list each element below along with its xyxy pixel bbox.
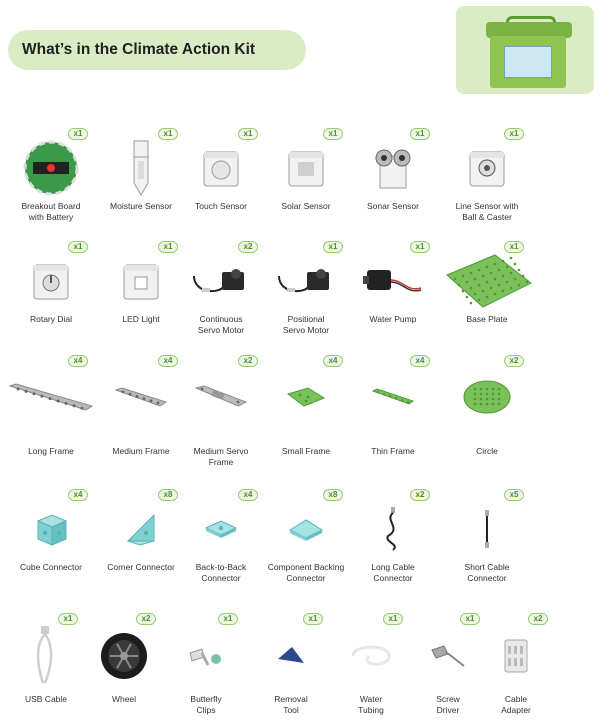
component-label-line: Medium Servo bbox=[193, 446, 249, 456]
short-cable-icon bbox=[481, 509, 493, 554]
component-label-line: Thin Frame bbox=[371, 446, 415, 456]
removal-tool-icon bbox=[276, 645, 306, 672]
quantity-badge: x1 bbox=[158, 128, 178, 140]
cube-connector-icon bbox=[34, 511, 68, 552]
component-label-line: USB Cable bbox=[24, 694, 68, 704]
quantity-badge: x4 bbox=[238, 489, 258, 501]
component-label-line: Connector bbox=[201, 573, 241, 583]
component-label bbox=[444, 446, 530, 457]
touch-sensor-icon bbox=[201, 148, 241, 193]
quantity-badge: x1 bbox=[68, 128, 88, 140]
component-item bbox=[178, 486, 264, 586]
component-label bbox=[168, 694, 244, 716]
component-label-line: Moisture Sensor bbox=[110, 201, 172, 211]
component-item bbox=[444, 125, 530, 225]
quantity-badge: x1 bbox=[58, 613, 78, 625]
quantity-badge: x2 bbox=[238, 241, 258, 253]
component-label bbox=[98, 446, 184, 457]
medium-servo-frame-icon bbox=[194, 384, 248, 415]
component-label-line: Connector bbox=[286, 573, 326, 583]
component-item bbox=[410, 610, 486, 715]
quantity-badge: x2 bbox=[238, 355, 258, 367]
component-label bbox=[8, 694, 84, 705]
quantity-badge: x4 bbox=[158, 355, 178, 367]
component-label-line: Frame bbox=[208, 457, 234, 467]
component-item bbox=[8, 486, 94, 586]
component-label bbox=[350, 314, 436, 325]
component-item bbox=[263, 238, 349, 338]
component-item bbox=[178, 125, 264, 225]
component-label bbox=[86, 694, 162, 705]
screwdriver-icon bbox=[430, 644, 466, 673]
component-label-line: Butterfly bbox=[190, 694, 222, 704]
component-label bbox=[444, 314, 530, 325]
component-label-line: Screw bbox=[436, 694, 460, 704]
component-label-line: Cube Connector bbox=[20, 562, 82, 572]
component-label-line: Servo Motor bbox=[197, 325, 245, 335]
component-item bbox=[444, 238, 530, 338]
component-label bbox=[178, 201, 264, 212]
component-label bbox=[478, 694, 554, 716]
component-label-line: Base Plate bbox=[466, 314, 508, 324]
quantity-badge: x4 bbox=[323, 355, 343, 367]
small-frame-icon bbox=[286, 386, 326, 413]
component-item bbox=[253, 610, 329, 715]
component-label bbox=[410, 694, 486, 716]
component-item bbox=[333, 610, 409, 715]
quantity-badge: x1 bbox=[238, 128, 258, 140]
component-label bbox=[350, 446, 436, 457]
quantity-badge: x4 bbox=[68, 489, 88, 501]
component-label-line: Servo Motor bbox=[282, 325, 330, 335]
component-item bbox=[8, 238, 94, 338]
quantity-badge: x8 bbox=[158, 489, 178, 501]
component-label-line: Water bbox=[359, 694, 383, 704]
component-label bbox=[178, 314, 264, 336]
component-label bbox=[8, 446, 94, 457]
quantity-badge: x1 bbox=[323, 128, 343, 140]
kit-box-image bbox=[456, 6, 594, 94]
component-label-line: Touch Sensor bbox=[195, 201, 247, 211]
component-backing-connector-icon bbox=[288, 516, 324, 547]
component-label bbox=[444, 562, 530, 584]
solar-sensor-icon bbox=[286, 148, 326, 193]
moisture-sensor-icon bbox=[126, 139, 156, 202]
component-item bbox=[98, 352, 184, 456]
component-item bbox=[98, 238, 184, 338]
component-label-line: with Battery bbox=[28, 212, 74, 222]
component-label-line: Corner Connector bbox=[107, 562, 175, 572]
quantity-badge: x2 bbox=[410, 489, 430, 501]
quantity-badge: x1 bbox=[504, 241, 524, 253]
component-item bbox=[178, 238, 264, 338]
component-label bbox=[178, 562, 264, 584]
component-item bbox=[444, 352, 530, 456]
led-light-icon bbox=[121, 261, 161, 306]
component-item bbox=[178, 352, 264, 467]
component-item bbox=[263, 352, 349, 456]
component-label-line: Tubing bbox=[358, 705, 384, 715]
component-item bbox=[8, 125, 94, 225]
component-item bbox=[8, 352, 94, 456]
component-label bbox=[178, 446, 264, 468]
component-item bbox=[8, 610, 84, 710]
component-label-line: Cable bbox=[504, 694, 528, 704]
component-label bbox=[350, 562, 436, 584]
quantity-badge: x1 bbox=[303, 613, 323, 625]
component-label bbox=[8, 314, 94, 325]
continuous-servo-icon bbox=[190, 264, 252, 303]
component-item bbox=[168, 610, 244, 715]
component-item bbox=[98, 125, 184, 225]
quantity-badge: x1 bbox=[383, 613, 403, 625]
component-label bbox=[263, 201, 349, 212]
kit-title: What’s in the Climate Action Kit bbox=[8, 30, 306, 70]
component-label-line: Connector bbox=[467, 573, 507, 583]
component-label-line: Long Frame bbox=[28, 446, 74, 456]
component-item bbox=[350, 238, 436, 338]
component-label-line: Component Backing bbox=[267, 562, 345, 572]
quantity-badge: x2 bbox=[136, 613, 156, 625]
sonar-sensor-icon bbox=[372, 146, 414, 195]
component-label-line: Sonar Sensor bbox=[367, 201, 419, 211]
long-cable-icon bbox=[382, 506, 404, 557]
usb-cable-icon bbox=[33, 625, 59, 692]
cable-adapter-icon bbox=[503, 638, 529, 679]
component-item bbox=[263, 125, 349, 225]
component-label-line: Connector bbox=[373, 573, 413, 583]
component-item bbox=[444, 486, 530, 586]
wheel-icon bbox=[99, 631, 149, 686]
component-label-line: Positional bbox=[287, 314, 325, 324]
component-label bbox=[8, 562, 94, 573]
medium-frame-icon bbox=[114, 386, 168, 413]
component-label-line: Breakout Board bbox=[21, 201, 81, 211]
component-label-line: Continuous bbox=[199, 314, 243, 324]
component-item bbox=[98, 486, 184, 586]
positional-servo-icon bbox=[275, 264, 337, 303]
component-label bbox=[263, 314, 349, 336]
quantity-badge: x1 bbox=[323, 241, 343, 253]
component-item bbox=[350, 352, 436, 456]
back-to-back-connector-icon bbox=[204, 518, 238, 545]
quantity-badge: x2 bbox=[504, 355, 524, 367]
component-label-line: Short Cable bbox=[464, 562, 510, 572]
water-pump-icon bbox=[363, 264, 423, 303]
quantity-badge: x1 bbox=[410, 128, 430, 140]
component-item bbox=[350, 125, 436, 225]
component-label bbox=[98, 562, 184, 573]
corner-connector-icon bbox=[124, 511, 158, 552]
quantity-badge: x1 bbox=[410, 241, 430, 253]
quantity-badge: x1 bbox=[218, 613, 238, 625]
quantity-badge: x8 bbox=[323, 489, 343, 501]
quantity-badge: x1 bbox=[504, 128, 524, 140]
component-label-line: Clips bbox=[196, 705, 216, 715]
butterfly-clips-icon bbox=[186, 643, 226, 674]
component-label-line: Wheel bbox=[111, 694, 137, 704]
component-item bbox=[263, 486, 349, 586]
component-label-line: Adapter bbox=[501, 705, 531, 715]
component-label bbox=[263, 562, 349, 584]
component-label-line: Removal bbox=[274, 694, 308, 704]
quantity-badge: x4 bbox=[410, 355, 430, 367]
circle-plate-icon bbox=[462, 379, 512, 420]
component-item bbox=[478, 610, 554, 715]
component-item bbox=[86, 610, 162, 710]
component-label-line: Water Pump bbox=[369, 314, 417, 324]
component-label-line: Solar Sensor bbox=[281, 201, 331, 211]
component-label-line: LED Light bbox=[122, 314, 160, 324]
component-label bbox=[98, 201, 184, 212]
breakout-board-icon bbox=[23, 140, 79, 201]
component-label-line: Medium Frame bbox=[112, 446, 170, 456]
component-label bbox=[263, 446, 349, 457]
thin-frame-icon bbox=[371, 387, 415, 412]
component-label bbox=[333, 694, 409, 716]
component-item bbox=[350, 486, 436, 586]
quantity-badge: x1 bbox=[68, 241, 88, 253]
quantity-badge: x1 bbox=[158, 241, 178, 253]
component-label-line: Small Frame bbox=[281, 446, 331, 456]
component-label-line: Tool bbox=[283, 705, 299, 715]
component-label bbox=[253, 694, 329, 716]
water-tubing-icon bbox=[349, 642, 393, 675]
base-plate-icon bbox=[441, 253, 533, 314]
quantity-badge: x1 bbox=[460, 613, 480, 625]
component-label-line: Line Sensor with bbox=[455, 201, 519, 211]
component-label-line: Ball & Caster bbox=[462, 212, 512, 222]
quantity-badge: x4 bbox=[68, 355, 88, 367]
component-label-line: Rotary Dial bbox=[29, 314, 73, 324]
quantity-badge: x5 bbox=[504, 489, 524, 501]
component-label-line: Back-to-Back bbox=[195, 562, 247, 572]
component-label bbox=[98, 314, 184, 325]
line-sensor-icon bbox=[467, 148, 507, 193]
long-frame-icon bbox=[8, 382, 94, 417]
component-label-line: Driver bbox=[436, 705, 460, 715]
quantity-badge: x2 bbox=[528, 613, 548, 625]
component-label-line: Circle bbox=[476, 446, 498, 456]
component-label-line: Long Cable bbox=[371, 562, 415, 572]
component-label bbox=[350, 201, 436, 212]
component-label bbox=[8, 201, 94, 223]
rotary-dial-icon bbox=[31, 261, 71, 306]
component-label bbox=[444, 201, 530, 223]
